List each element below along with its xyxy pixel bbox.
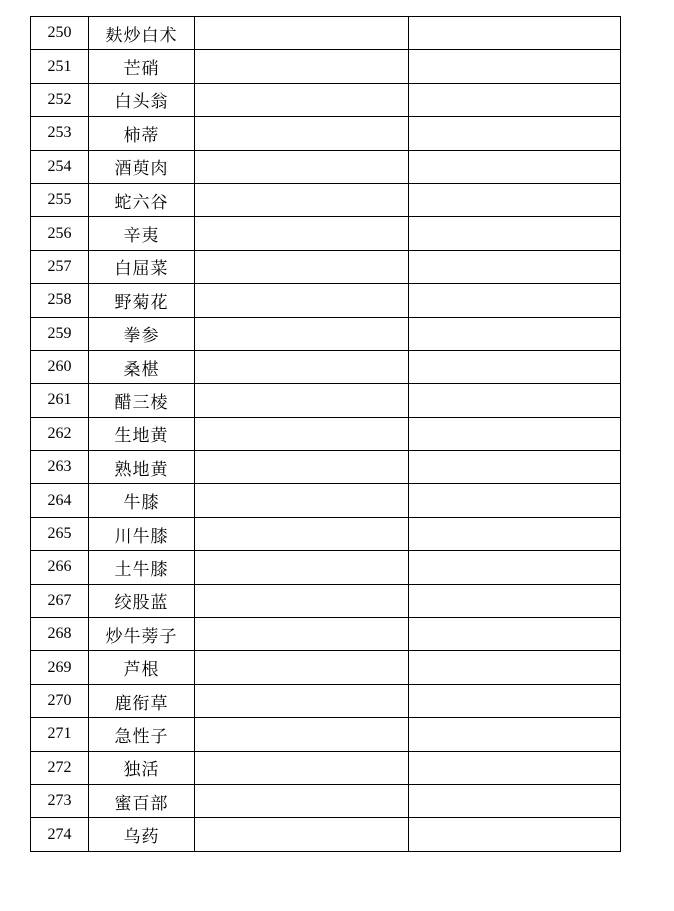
- row-number-cell: 251: [31, 50, 89, 83]
- herb-name-cell: 熟地黄: [89, 451, 195, 484]
- blank-cell: [195, 417, 409, 450]
- herb-name-cell: 桑椹: [89, 350, 195, 383]
- blank-cell: [409, 651, 621, 684]
- table-row: [31, 684, 621, 717]
- row-number-cell: 255: [31, 183, 89, 216]
- blank-cell: [409, 384, 621, 417]
- blank-cell: [195, 517, 409, 550]
- row-number-cell: 273: [31, 784, 89, 817]
- table-row: [31, 484, 621, 517]
- blank-cell: [195, 784, 409, 817]
- row-number-cell: 250: [31, 17, 89, 50]
- herb-name-cell: 白屈菜: [89, 250, 195, 283]
- blank-cell: [409, 50, 621, 83]
- table-row: [31, 551, 621, 584]
- table-row: [31, 618, 621, 651]
- blank-cell: [195, 684, 409, 717]
- blank-cell: [195, 83, 409, 116]
- blank-cell: [195, 751, 409, 784]
- herb-name-cell: 芒硝: [89, 50, 195, 83]
- herb-name-cell: 白头翁: [89, 83, 195, 116]
- blank-cell: [195, 551, 409, 584]
- blank-cell: [195, 17, 409, 50]
- blank-cell: [409, 584, 621, 617]
- herb-name-cell: 醋三棱: [89, 384, 195, 417]
- blank-cell: [409, 83, 621, 116]
- table-row: [31, 784, 621, 817]
- herb-name-cell: 炒牛蒡子: [89, 618, 195, 651]
- blank-cell: [195, 350, 409, 383]
- row-number-cell: 256: [31, 217, 89, 250]
- herb-name-cell: 独活: [89, 751, 195, 784]
- herb-name-cell: 急性子: [89, 718, 195, 751]
- blank-cell: [195, 618, 409, 651]
- blank-cell: [195, 718, 409, 751]
- herb-name-cell: 辛夷: [89, 217, 195, 250]
- table-row: [31, 250, 621, 283]
- blank-cell: [195, 818, 409, 851]
- herb-name-cell: 酒萸肉: [89, 150, 195, 183]
- blank-cell: [409, 284, 621, 317]
- blank-cell: [409, 17, 621, 50]
- blank-cell: [409, 117, 621, 150]
- blank-cell: [409, 150, 621, 183]
- blank-cell: [195, 451, 409, 484]
- blank-cell: [195, 284, 409, 317]
- row-number-cell: 259: [31, 317, 89, 350]
- blank-cell: [409, 451, 621, 484]
- row-number-cell: 253: [31, 117, 89, 150]
- herb-name-cell: 绞股蓝: [89, 584, 195, 617]
- table-row: [31, 217, 621, 250]
- table-row: [31, 651, 621, 684]
- row-number-cell: 252: [31, 83, 89, 116]
- table-row: [31, 718, 621, 751]
- table-row: [31, 17, 621, 50]
- table-row: [31, 83, 621, 116]
- blank-cell: [195, 217, 409, 250]
- table-row: [31, 384, 621, 417]
- herb-name-cell: 川牛膝: [89, 517, 195, 550]
- row-number-cell: 263: [31, 451, 89, 484]
- table-row: [31, 417, 621, 450]
- herb-name-cell: 乌药: [89, 818, 195, 851]
- herb-name-cell: 蜜百部: [89, 784, 195, 817]
- blank-cell: [409, 684, 621, 717]
- blank-cell: [409, 417, 621, 450]
- blank-cell: [409, 317, 621, 350]
- herb-table: [30, 16, 621, 852]
- herb-name-cell: 柿蒂: [89, 117, 195, 150]
- table-row: [31, 350, 621, 383]
- row-number-cell: 272: [31, 751, 89, 784]
- table-row: [31, 150, 621, 183]
- table-row: [31, 584, 621, 617]
- blank-cell: [409, 217, 621, 250]
- blank-cell: [409, 618, 621, 651]
- blank-cell: [409, 551, 621, 584]
- blank-cell: [195, 584, 409, 617]
- row-number-cell: 260: [31, 350, 89, 383]
- blank-cell: [195, 117, 409, 150]
- blank-cell: [409, 250, 621, 283]
- blank-cell: [409, 517, 621, 550]
- herb-name-cell: 野菊花: [89, 284, 195, 317]
- row-number-cell: 271: [31, 718, 89, 751]
- blank-cell: [195, 250, 409, 283]
- blank-cell: [409, 718, 621, 751]
- blank-cell: [195, 384, 409, 417]
- row-number-cell: 267: [31, 584, 89, 617]
- blank-cell: [195, 484, 409, 517]
- blank-cell: [409, 350, 621, 383]
- table-row: [31, 117, 621, 150]
- table-row: [31, 317, 621, 350]
- blank-cell: [195, 150, 409, 183]
- table-row: [31, 50, 621, 83]
- row-number-cell: 270: [31, 684, 89, 717]
- herb-name-cell: 鹿衔草: [89, 684, 195, 717]
- table-row: [31, 451, 621, 484]
- row-number-cell: 274: [31, 818, 89, 851]
- blank-cell: [409, 818, 621, 851]
- herb-table-body: [31, 17, 621, 852]
- row-number-cell: 258: [31, 284, 89, 317]
- herb-name-cell: 土牛膝: [89, 551, 195, 584]
- herb-name-cell: 麸炒白术: [89, 17, 195, 50]
- blank-cell: [195, 50, 409, 83]
- table-row: [31, 183, 621, 216]
- row-number-cell: 261: [31, 384, 89, 417]
- herb-name-cell: 生地黄: [89, 417, 195, 450]
- table-row: [31, 818, 621, 851]
- herb-name-cell: 蛇六谷: [89, 183, 195, 216]
- blank-cell: [409, 751, 621, 784]
- herb-name-cell: 牛膝: [89, 484, 195, 517]
- table-row: [31, 517, 621, 550]
- blank-cell: [409, 784, 621, 817]
- blank-cell: [195, 183, 409, 216]
- row-number-cell: 264: [31, 484, 89, 517]
- row-number-cell: 257: [31, 250, 89, 283]
- table-row: [31, 751, 621, 784]
- herb-name-cell: 拳参: [89, 317, 195, 350]
- blank-cell: [409, 484, 621, 517]
- row-number-cell: 254: [31, 150, 89, 183]
- herb-name-cell: 芦根: [89, 651, 195, 684]
- blank-cell: [409, 183, 621, 216]
- blank-cell: [195, 317, 409, 350]
- table-row: [31, 284, 621, 317]
- row-number-cell: 268: [31, 618, 89, 651]
- row-number-cell: 266: [31, 551, 89, 584]
- row-number-cell: 265: [31, 517, 89, 550]
- row-number-cell: 269: [31, 651, 89, 684]
- row-number-cell: 262: [31, 417, 89, 450]
- blank-cell: [195, 651, 409, 684]
